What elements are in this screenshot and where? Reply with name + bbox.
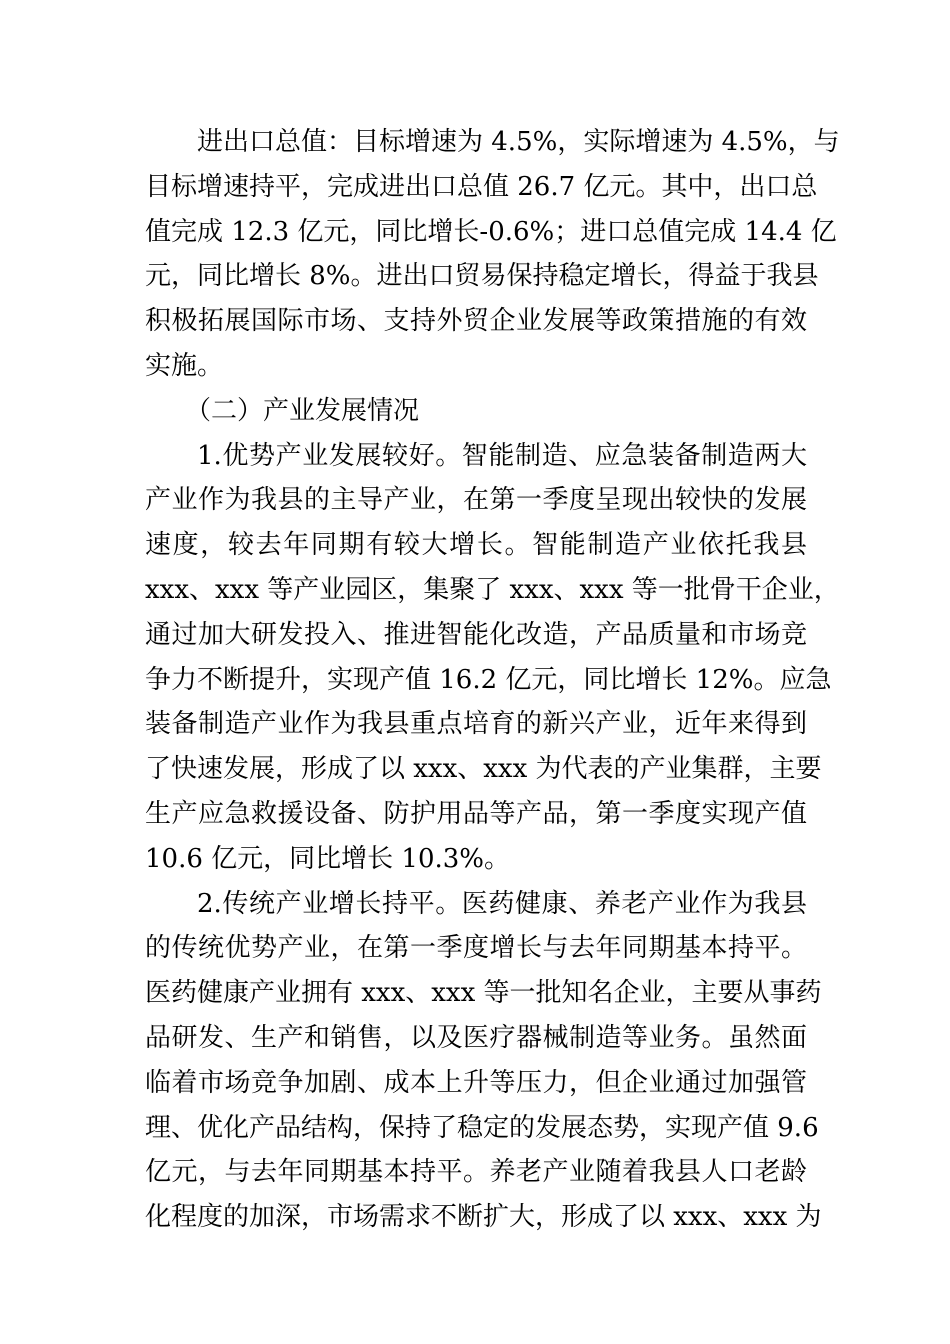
text-line: 化程度的加深，市场需求不断扩大，形成了以 xxx、xxx 为 [145, 1202, 822, 1233]
text-line: 了快速发展，形成了以 xxx、xxx 为代表的产业集群，主要 [145, 754, 822, 785]
text-line: 进出口总值：目标增速为 4.5%，实际增速为 4.5%，与 [197, 127, 840, 157]
text-line: 产业作为我县的主导产业，在第一季度呈现出较快的发展 [145, 485, 807, 516]
text-line: 亿元，与去年同期基本持平。养老产业随着我县人口老龄 [145, 1157, 807, 1188]
text-line: 临着市场竞争加剧、成本上升等压力，但企业通过加强管 [145, 1067, 807, 1098]
text-line: 实施。 [145, 350, 224, 381]
text-line: 争力不断提升，实现产值 16.2 亿元，同比增长 12%。应急 [145, 664, 832, 695]
text-line: 医药健康产业拥有 xxx、xxx 等一批知名企业，主要从事药 [145, 978, 822, 1009]
text-line: 值完成 12.3 亿元，同比增长-0.6%；进口总值完成 14.4 亿 [145, 216, 837, 247]
text-line: 1.优势产业发展较好。智能制造、应急装备制造两大 [197, 440, 807, 471]
text-line: 元，同比增长 8%。进出口贸易保持稳定增长，得益于我县 [145, 261, 819, 292]
text-line: 生产应急救援设备、防护用品等产品，第一季度实现产值 [145, 798, 807, 829]
text-line: 理、优化产品结构，保持了稳定的发展态势，实现产值 9.6 [145, 1112, 819, 1143]
text-line: xxx、xxx 等产业园区，集聚了 xxx、xxx 等一批骨干企业， [145, 574, 840, 605]
text-line: 10.6 亿元，同比增长 10.3%。 [145, 843, 511, 874]
text-line: 2.传统产业增长持平。医药健康、养老产业作为我县 [197, 888, 807, 919]
text-line: 的传统优势产业，在第一季度增长与去年同期基本持平。 [145, 933, 807, 964]
text-line: 速度，较去年同期有较大增长。智能制造产业依托我县 [145, 530, 807, 561]
section-heading: （二）产业发展情况 [185, 395, 420, 426]
text-line: 装备制造产业作为我县重点培育的新兴产业，近年来得到 [145, 709, 807, 740]
text-line: 通过加大研发投入、推进智能化改造，产品质量和市场竞 [145, 619, 807, 650]
text-line: 积极拓展国际市场、支持外贸企业发展等政策措施的有效 [145, 306, 807, 337]
body-text [145, 120, 840, 1240]
text-line: 目标增速持平，完成进出口总值 26.7 亿元。其中，出口总 [145, 171, 818, 202]
text-line: 品研发、生产和销售，以及医疗器械制造等业务。虽然面 [145, 1022, 807, 1053]
